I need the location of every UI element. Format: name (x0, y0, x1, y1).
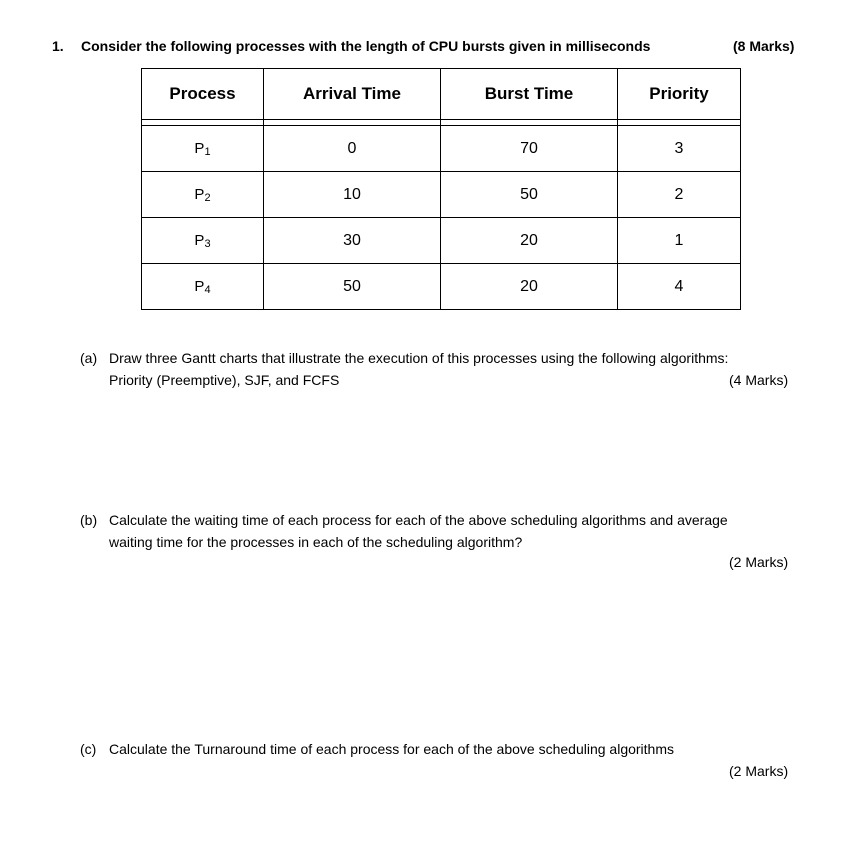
part-c-line1: Calculate the Turnaround time of each process for each of the above scheduling algorithms (109, 741, 674, 757)
process-cell: P4 (142, 264, 264, 310)
question-text: Consider the following processes with the length of CPU bursts given in milliseconds (81, 38, 651, 54)
part-a-marks: (4 Marks) (729, 372, 789, 388)
arrival-cell: 0 (264, 126, 441, 172)
process-cell: P3 (142, 218, 264, 264)
header-burst-time: Burst Time (441, 69, 618, 120)
part-b-line1: Calculate the waiting time of each process for each of the above scheduling algorithms and average (109, 512, 728, 528)
arrival-cell: 10 (264, 172, 441, 218)
table-row (142, 218, 741, 264)
part-a-line2: Priority (Preemptive), SJF, and FCFS (109, 372, 340, 388)
arrival-cell: 50 (264, 264, 441, 310)
part-b-label: (b) (80, 512, 98, 528)
question-marks: (8 Marks) (733, 38, 795, 54)
table-header-row (142, 69, 741, 120)
priority-cell: 1 (618, 218, 741, 264)
burst-cell: 20 (441, 264, 618, 310)
table-row (142, 126, 741, 172)
header-arrival-time: Arrival Time (264, 69, 441, 120)
question-number: 1. (52, 38, 64, 54)
table-row (142, 172, 741, 218)
part-b-line2: waiting time for the processes in each of the scheduling algorithm? (109, 534, 523, 550)
process-cell: P1 (142, 126, 264, 172)
priority-cell: 3 (618, 126, 741, 172)
part-a-label: (a) (80, 350, 98, 366)
burst-cell: 20 (441, 218, 618, 264)
burst-cell: 70 (441, 126, 618, 172)
priority-cell: 2 (618, 172, 741, 218)
part-c-label: (c) (80, 741, 97, 757)
priority-cell: 4 (618, 264, 741, 310)
part-b-marks: (2 Marks) (729, 554, 789, 570)
arrival-cell: 30 (264, 218, 441, 264)
part-c-marks: (2 Marks) (729, 763, 789, 779)
process-cell: P2 (142, 172, 264, 218)
process-table (141, 68, 741, 310)
header-priority: Priority (618, 69, 741, 120)
burst-cell: 50 (441, 172, 618, 218)
part-a-line1: Draw three Gantt charts that illustrate the execution of this processes using the following algorithms: (109, 350, 729, 366)
header-process: Process (142, 69, 264, 120)
table-row (142, 264, 741, 310)
